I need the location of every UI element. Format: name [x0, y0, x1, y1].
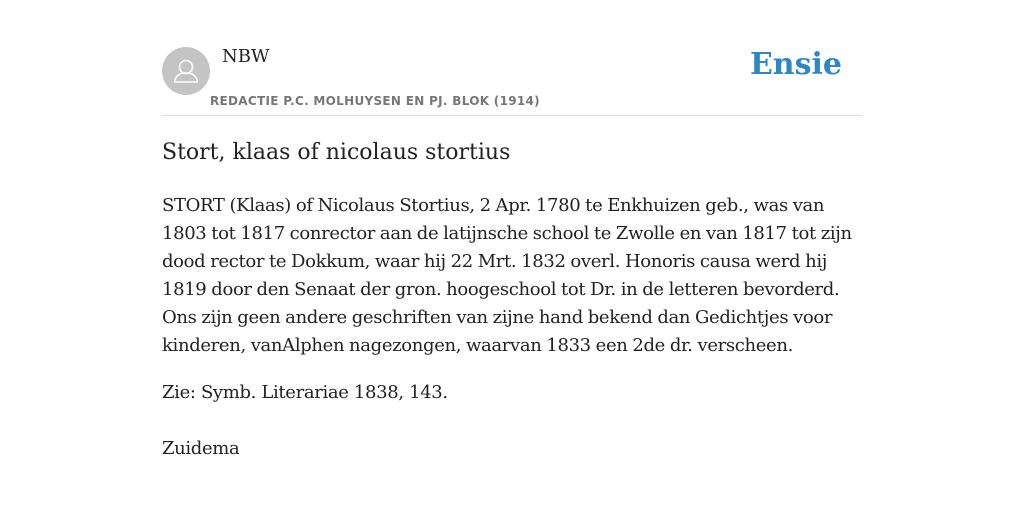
user-icon — [162, 47, 210, 95]
article-container — [162, 0, 862, 459]
article-author: Zuidema — [162, 438, 240, 459]
page-title: Stort, klaas of nicolaus stortius — [162, 140, 511, 165]
brand-logo[interactable]: Ensie — [749, 47, 842, 82]
article-header — [162, 0, 862, 116]
source-subtitle: REDACTIE P.C. MOLHUYSEN EN PJ. BLOK (1914) — [210, 94, 540, 108]
source-avatar[interactable] — [162, 47, 210, 95]
article-body: STORT (Klaas) of Nicolaus Stortius, 2 Apr. 1780 te Enkhuizen geb., was van 1803 tot 1817 conrector aan de latijnsche school te Zwolle en van 1817 tot zijn dood rector te Dokkum, waar hij 22 Mrt. 1832 overl. Honoris causa werd hij 1819 door den Senaat der gron. hoogeschool tot Dr. in de letteren bevorderd. Ons zijn geen andere geschriften van zijne hand bekend dan Gedichtjes voor kinderen, vanAlphen nagezongen, waarvan 1833 een 2de dr. verscheen. — [162, 195, 852, 356]
source-name[interactable]: NBW — [222, 46, 270, 67]
article-reference: Zie: Symb. Literariae 1838, 143. — [162, 382, 448, 403]
